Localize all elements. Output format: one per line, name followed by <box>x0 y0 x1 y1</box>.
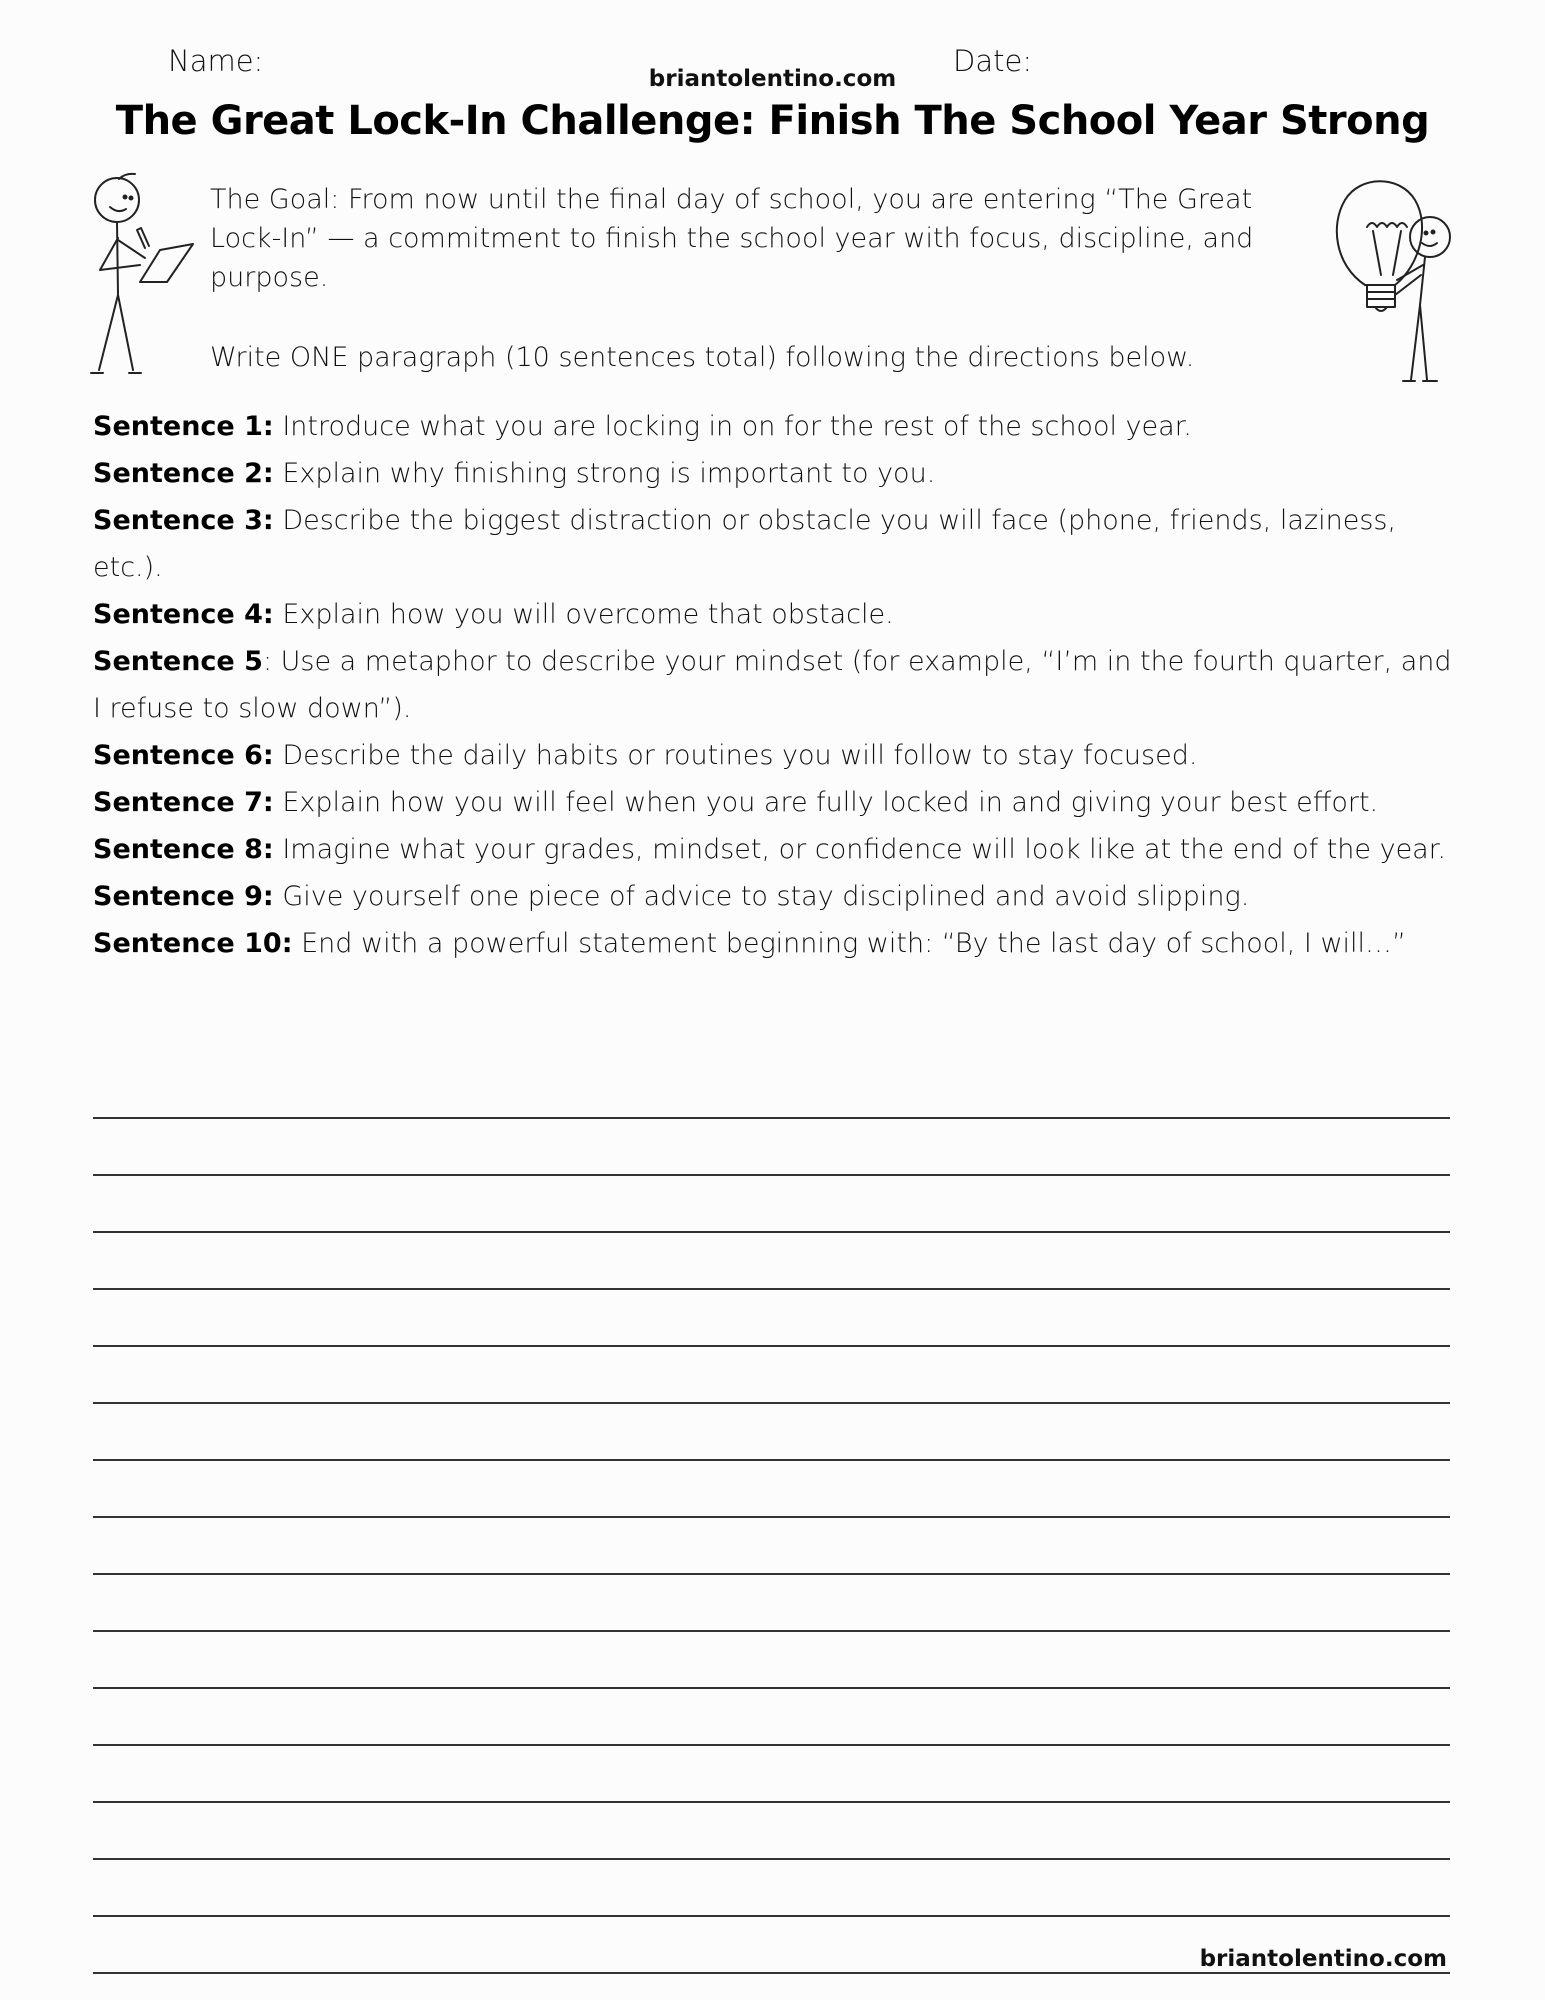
sentence-directions-list <box>93 403 1463 967</box>
sentence-label: Sentence 5 <box>93 646 263 677</box>
sentence-text: Introduce what you are locking in on for the rest of the school year. <box>273 411 1192 442</box>
writing-line[interactable] <box>93 1119 1450 1176</box>
writing-line[interactable] <box>93 1803 1450 1860</box>
sentence-text: : Use a metaphor to describe your mindset (for example, “I’m in the fourth quarter, and I refuse to slow down”). <box>93 646 1452 724</box>
sentence-text: Describe the biggest distraction or obstacle you will face (phone, friends, laziness, etc.). <box>93 505 1397 583</box>
sentence-item <box>93 591 1463 638</box>
sentence-label: Sentence 9: <box>93 881 274 912</box>
sentence-text: Explain why finishing strong is important to you. <box>273 458 936 489</box>
sentence-text: Describe the daily habits or routines you will follow to stay focused. <box>273 740 1198 771</box>
sentence-label: Sentence 2: <box>93 458 274 489</box>
sentence-item <box>93 450 1463 497</box>
sentence-item <box>93 497 1463 591</box>
sentence-item <box>93 873 1463 920</box>
writing-line[interactable] <box>93 1176 1450 1233</box>
writing-line[interactable] <box>93 1632 1450 1689</box>
sentence-label: Sentence 6: <box>93 740 274 771</box>
stick-figure-writing-icon <box>85 170 205 380</box>
writing-line[interactable] <box>93 1518 1450 1575</box>
sentence-item <box>93 732 1463 779</box>
sentence-text: Imagine what your grades, mindset, or confidence will look like at the end of the year. <box>273 834 1446 865</box>
sentence-label: Sentence 3: <box>93 505 274 536</box>
writing-line[interactable] <box>93 1860 1450 1917</box>
writing-line[interactable] <box>93 1290 1450 1347</box>
stick-figure-lightbulb-icon <box>1325 165 1465 385</box>
writing-line[interactable] <box>93 1746 1450 1803</box>
sentence-text: End with a powerful statement beginning with: “By the last day of school, I will…” <box>292 928 1407 959</box>
writing-line[interactable] <box>93 1347 1450 1404</box>
site-watermark-top: briantolentino.com <box>648 66 897 92</box>
sentence-label: Sentence 1: <box>93 411 274 442</box>
sentence-label: Sentence 8: <box>93 834 274 865</box>
sentence-item <box>93 403 1463 450</box>
sentence-label: Sentence 4: <box>93 599 274 630</box>
page-title: The Great Lock-In Challenge: Finish The School Year Strong <box>115 98 1430 144</box>
name-label: Name: <box>168 44 264 78</box>
intro-directions-text: Write ONE paragraph (10 sentences total) following the directions below. <box>210 342 1195 373</box>
sentence-item <box>93 920 1463 967</box>
date-label: Date: <box>953 44 1033 78</box>
sentence-label: Sentence 7: <box>93 787 274 818</box>
intro-goal-text: The Goal: From now until the final day of school, you are entering “The Great Lock-In” — a commitment to finish the school year with focus, discipline, and purpose. <box>210 184 1254 293</box>
writing-line[interactable] <box>93 1404 1450 1461</box>
site-watermark-bottom: briantolentino.com <box>1199 1946 1447 1972</box>
sentence-item <box>93 826 1463 873</box>
sentence-label: Sentence 10: <box>93 928 293 959</box>
sentence-item <box>93 779 1463 826</box>
writing-line[interactable] <box>93 1689 1450 1746</box>
sentence-item <box>93 638 1463 732</box>
writing-lines[interactable] <box>93 1062 1450 1974</box>
writing-line[interactable] <box>93 1233 1450 1290</box>
writing-line[interactable] <box>93 1461 1450 1518</box>
writing-line[interactable] <box>93 1062 1450 1119</box>
sentence-text: Explain how you will feel when you are fully locked in and giving your best effort. <box>273 787 1379 818</box>
sentence-text: Explain how you will overcome that obstacle. <box>273 599 894 630</box>
writing-line[interactable] <box>93 1575 1450 1632</box>
sentence-text: Give yourself one piece of advice to stay disciplined and avoid slipping. <box>273 881 1250 912</box>
